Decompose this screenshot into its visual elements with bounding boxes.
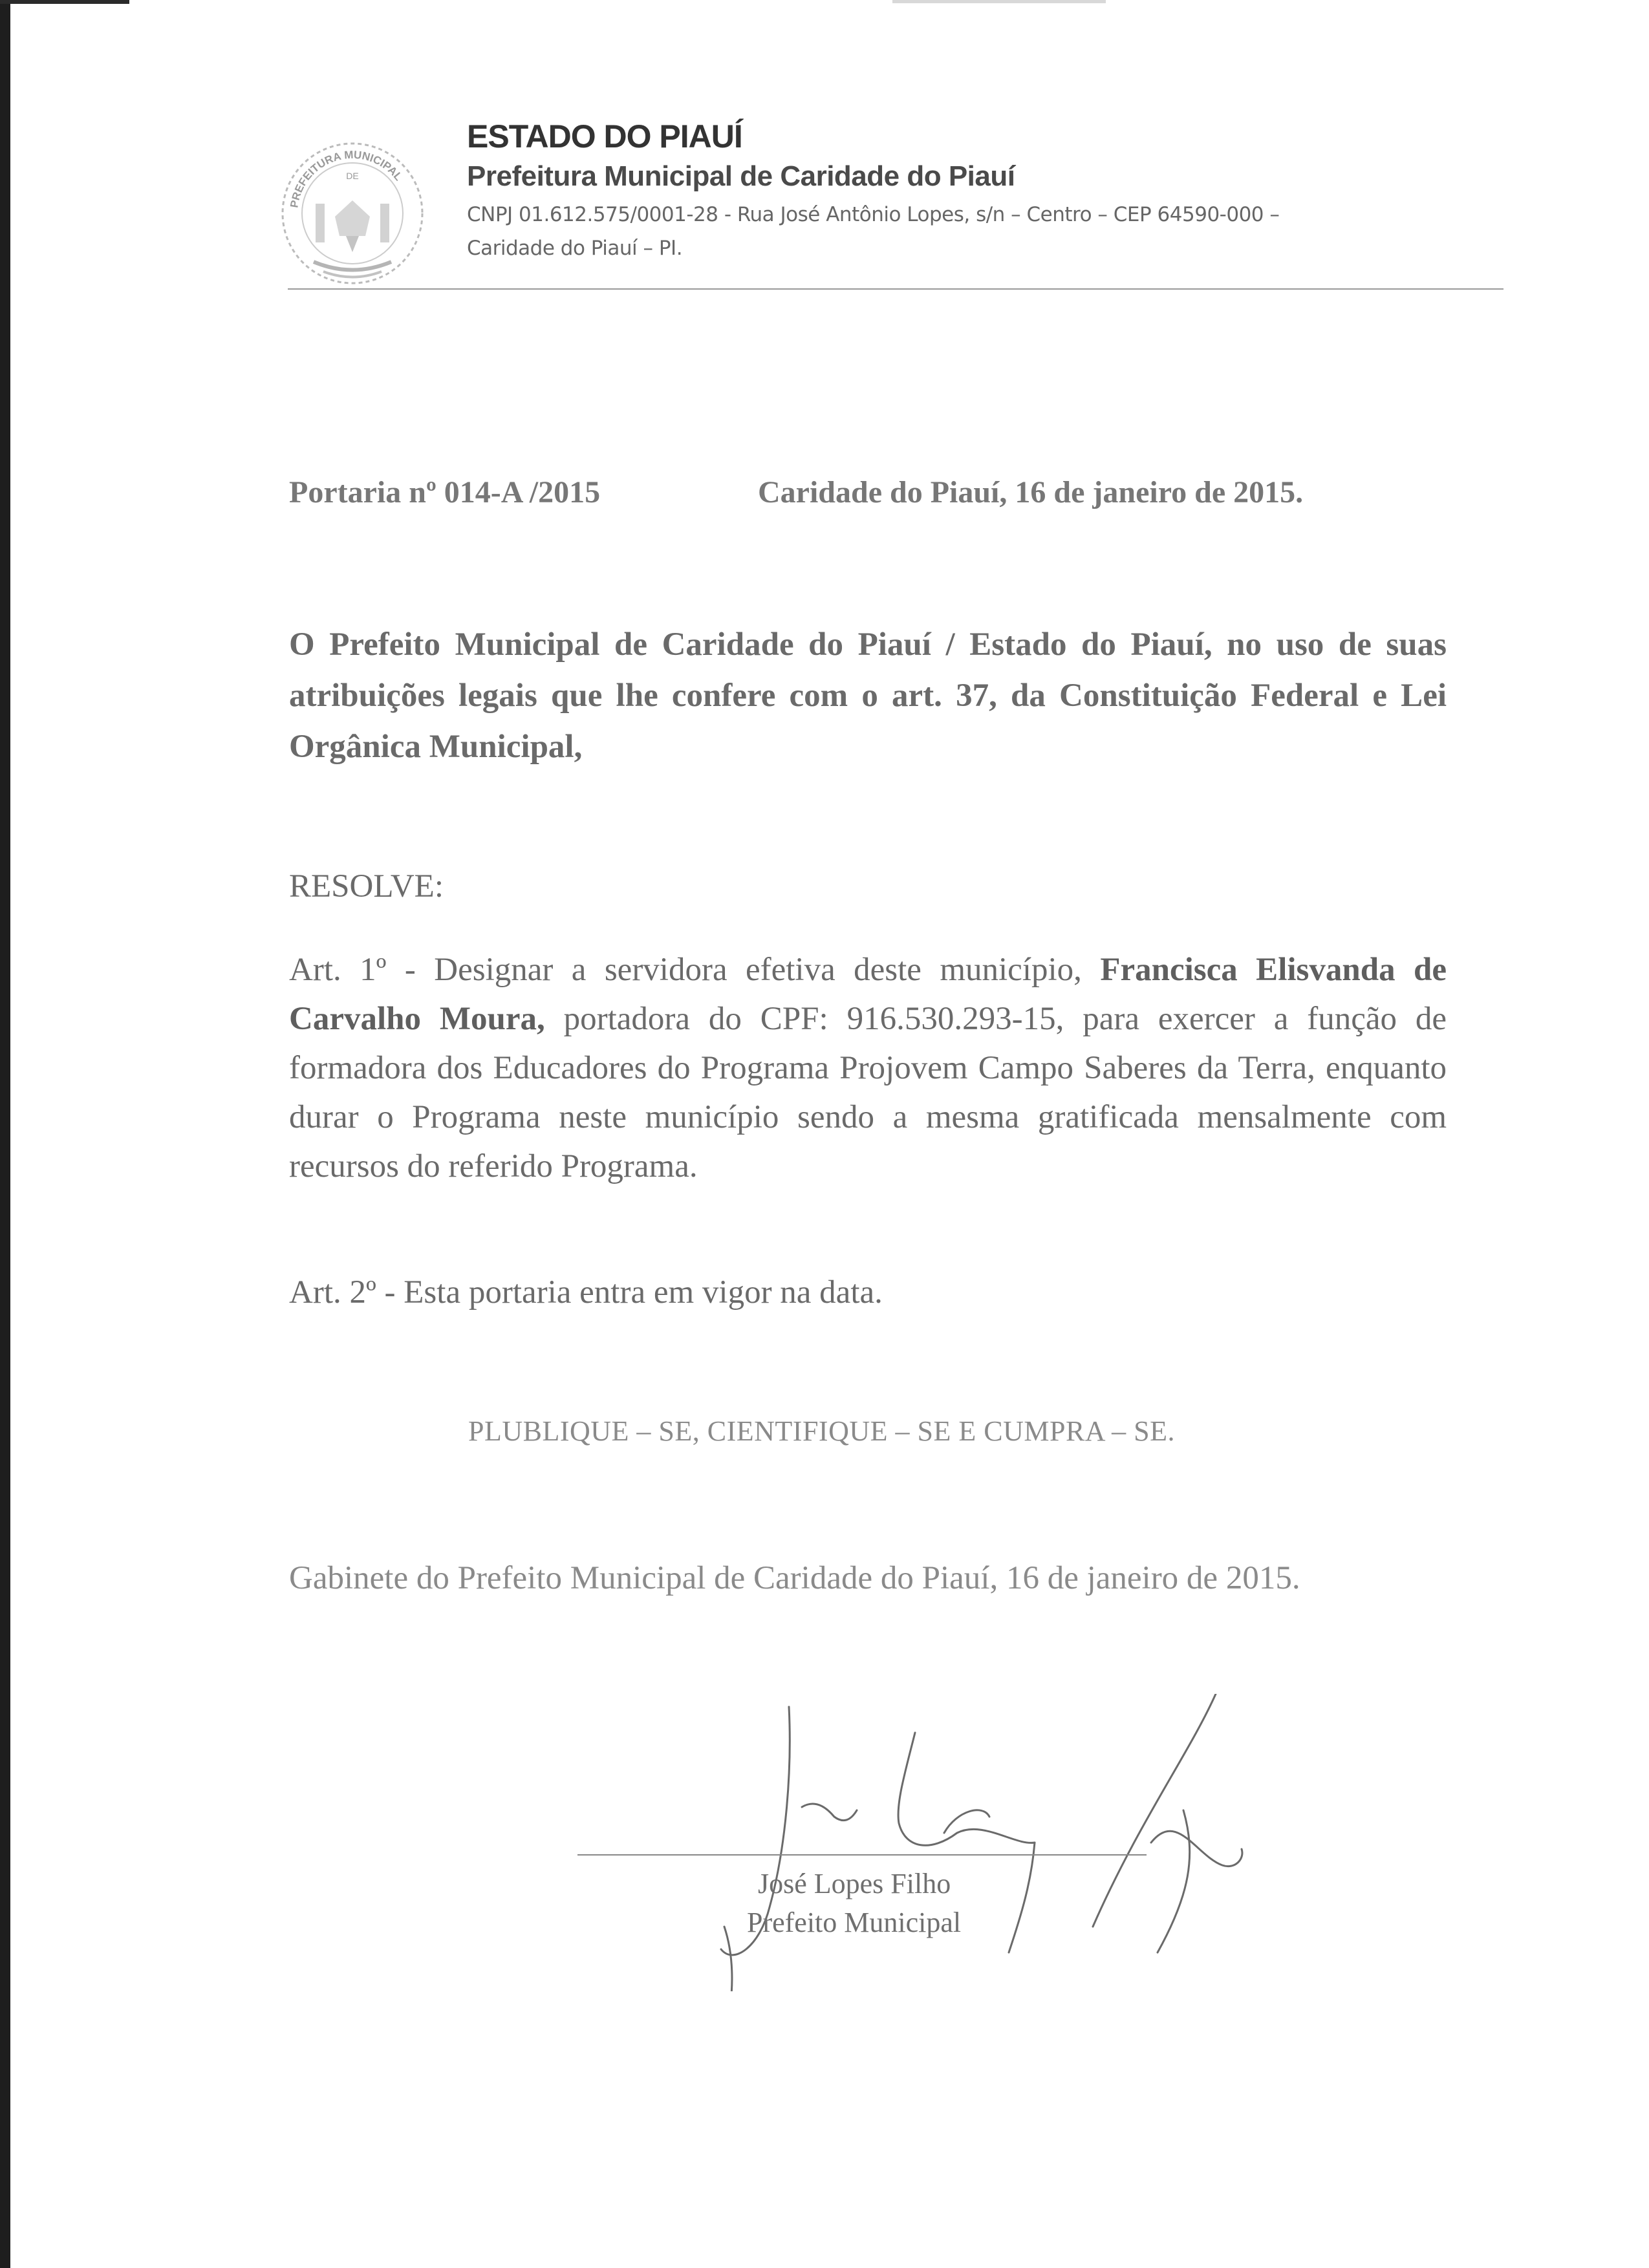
svg-text:DE: DE bbox=[346, 171, 359, 181]
article-2-label: Art. 2º bbox=[289, 1274, 376, 1311]
resolve-heading: RESOLVE: bbox=[289, 868, 444, 904]
scan-smudge bbox=[892, 0, 1106, 3]
signature-line bbox=[577, 1854, 1147, 1856]
article-2-text: - Esta portaria entra em vigor na data. bbox=[376, 1274, 883, 1311]
portaria-date: Caridade do Piauí, 16 de janeiro de 2015. bbox=[758, 475, 1304, 509]
article-1-text-a: - Designar a servidora efetiva deste município, bbox=[386, 952, 1101, 988]
article-1 bbox=[289, 945, 1447, 1191]
appointee-name: Francisca Elisvanda de Carvalho Moura, bbox=[289, 952, 1447, 1037]
preamble-paragraph: O Prefeito Municipal de Caridade do Piauí / Estado do Piauí, no uso de suas atribuições legais que lhe confere com o art. 37, da Constituição Federal e Lei Orgânica Municipal, bbox=[289, 626, 1447, 765]
gabinete-date-line: Gabinete do Prefeito Municipal de Caridade do Piauí, 16 de janeiro de 2015. bbox=[289, 1560, 1300, 1596]
header-divider bbox=[288, 288, 1503, 290]
portaria-number: Portaria nº 014-A /2015 bbox=[289, 475, 601, 509]
article-1-text-b: portadora do CPF: 916.530.293-15, para exercer a função de formadora dos Educadores do Programa Projovem Campo Saberes da Terra, enquanto durar o Programa neste município sendo a mesma gratificada mensalmente com recursos do referido Programa. bbox=[289, 1001, 1447, 1184]
scan-edge bbox=[0, 0, 10, 2268]
signer-title: Prefeito Municipal bbox=[747, 1907, 962, 1938]
address-line-1: CNPJ 01.612.575/0001-28 - Rua José Antônio Lopes, s/n – Centro – CEP 64590-000 – bbox=[467, 203, 1280, 226]
prefeitura-name: Prefeitura Municipal de Caridade do Piauí bbox=[467, 160, 1015, 192]
article-2 bbox=[289, 1274, 1447, 1311]
municipal-seal bbox=[278, 139, 427, 288]
address-line-2: Caridade do Piauí – PI. bbox=[467, 237, 683, 260]
letterhead bbox=[467, 115, 1514, 268]
svg-text:PREFEITURA MUNICIPAL: PREFEITURA MUNICIPAL bbox=[288, 148, 405, 209]
publication-order: PLUBLIQUE – SE, CIENTIFIQUE – SE E CUMPRA – SE. bbox=[468, 1415, 1175, 1447]
state-name: ESTADO DO PIAUÍ bbox=[467, 118, 742, 155]
scan-edge-top bbox=[0, 0, 129, 4]
handwritten-signature bbox=[569, 1694, 1280, 1991]
signer-name: José Lopes Filho bbox=[758, 1868, 951, 1899]
article-1-label: Art. 1º bbox=[289, 952, 387, 988]
